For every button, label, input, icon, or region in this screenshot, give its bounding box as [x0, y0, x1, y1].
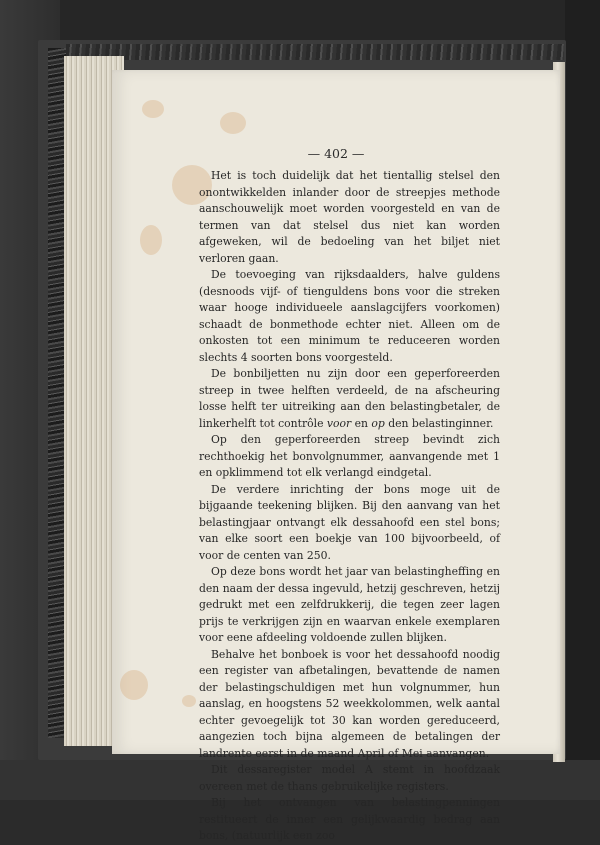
foxing-spot [140, 225, 162, 255]
paragraph [199, 647, 500, 763]
page-number: — 402 — [307, 146, 365, 161]
paragraph [199, 482, 500, 565]
text-run: Het is toch duidelijk dat het tientallig stelsel den onontwikkelden inlander door de streepjes methode aanschouwelijk moet worden voorgesteld en van de termen van dat stelsel dus niet kan worden afgeweken, wil de bedoeling van het biljet niet verloren gaan. [199, 169, 500, 265]
text-run: De verdere inrichting der bons moge uit de bijgaande teekening blijken. Bij den aanvang van het belastingjaar ontvangt elk dessahoofd een stel bons; van elke soort een boekje van 100 bijvoorbeeld, of voor de centen van 250. [199, 482, 500, 562]
text-run: De bonbiljetten nu zijn door een geperforeerden streep in twee helften verdeeld, de na afscheuring losse helft ter uitreiking aan den belastingbetaler, de linkerhelft tot contrôle [199, 367, 500, 430]
paragraph [199, 795, 500, 845]
text-run: Op deze bons wordt het jaar van belastingheffing en den naam der dessa ingevuld, hetzij geschreven, hetzij gedrukt met een zelfdrukkerij, die tegen zeer lagen prijs te verkrijgen zijn en waarvan enkele exemplaren voor eene afdeeling voldoende zullen blijken. [199, 565, 500, 644]
text-run: Dit dessaregister model A stemt in hoofdzaak overeen met de thans gebruikelijke registers. [199, 763, 500, 793]
text-run: De toevoeging van rijksdaalders, halve guldens (desnoods vijf- of tienguldens bons voor die streken waar hooge individueele aanslagcijfers voorkomen) schaadt de bonmethode echter niet. Alleen om de onkosten tot een minimum te reduceeren worden slechts 4 soorten bons voorgesteld. [199, 268, 500, 364]
text-run: en [351, 416, 372, 430]
text-run: Bij het ontvangen van belastingpenningen restitueert de inner een gelijkwaardig bedrag aan bons, (natuurlijk een zoo [199, 796, 500, 842]
book-cover-top-edge [66, 44, 564, 60]
paragraph [199, 366, 500, 432]
paragraph [199, 168, 500, 267]
paragraph [199, 564, 500, 647]
page-body-text [199, 168, 500, 845]
foxing-spot [120, 670, 148, 700]
paragraph [199, 432, 500, 482]
text-run: Op den geperforeerden streep bevindt zich rechthoekig het bonvolgnummer, aanvangende met 1 en opklimmend tot elk verlangd eindgetal. [199, 433, 500, 479]
paragraph [199, 267, 500, 366]
paragraph [199, 762, 500, 795]
italic-text: op [371, 416, 385, 430]
foxing-spot [142, 100, 164, 118]
italic-text: voor [326, 416, 352, 430]
right-background [565, 0, 600, 800]
text-run: Behalve het bonboek is voor het dessahoofd noodig een register van afbetalingen, bevattende de namen der belastingschuldigen met hun volgnummer, hun aanslag, en hoogstens 52 weekkolommen, welk aantal echter gevoegelijk tot 30 kan worden gereduceerd, aangezien toch bijna algemeen de betalingen der landrente eerst in de maand April of Mei aanvangen. [199, 647, 500, 760]
foxing-spot [220, 112, 246, 134]
foxing-spot [182, 695, 196, 707]
text-run: den belastinginner. [384, 416, 494, 430]
